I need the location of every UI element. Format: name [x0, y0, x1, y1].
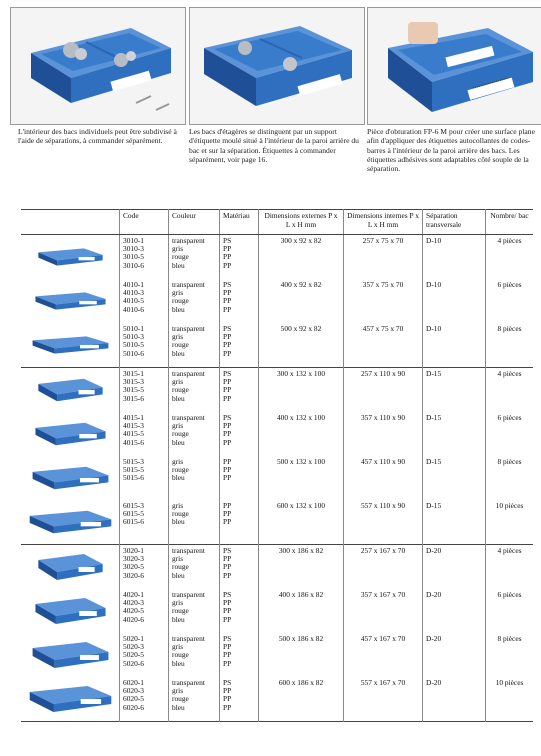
- code-cell: [120, 545, 169, 590]
- bin-thumbnail: [31, 465, 110, 491]
- material-cell: [220, 589, 259, 633]
- code-cell-line: 6015-6: [123, 517, 144, 527]
- material-cell-line: PP: [223, 658, 232, 668]
- color-cell-line: transparent: [172, 413, 205, 422]
- dim-ext-cell: 600 x 186 x 82: [259, 677, 344, 722]
- code-cell-line: 4010-6: [123, 304, 144, 314]
- dim-int-cell: 457 x 167 x 70: [344, 633, 423, 677]
- dim-ext-cell: 400 x 92 x 82: [259, 279, 344, 323]
- material-cell-line: PP: [223, 429, 232, 439]
- bin-thumbnail: [28, 509, 113, 535]
- bin-thumbnail: [34, 596, 107, 626]
- table-row: [21, 323, 533, 368]
- color-cell-line: gris: [172, 457, 184, 466]
- material-cell-line: PP: [223, 614, 232, 624]
- material-cell-line: PP: [223, 686, 232, 696]
- table-row: [21, 368, 533, 413]
- color-cell-line: bleu: [172, 702, 185, 712]
- dim-ext-cell: 400 x 132 x 100: [259, 412, 344, 456]
- header-count: Nombre/ bac: [486, 210, 534, 235]
- code-cell: [120, 589, 169, 633]
- code-cell-line: 4010-1: [123, 280, 144, 289]
- bin-thumbnail-cell: [21, 500, 120, 545]
- code-cell-line: 3010-6: [123, 260, 144, 270]
- material-cell-line: PP: [223, 385, 232, 395]
- table-row: [21, 235, 533, 280]
- color-cell: [169, 412, 220, 456]
- dim-int-cell: 457 x 75 x 70: [344, 323, 423, 368]
- color-cell-line: gris: [172, 686, 184, 696]
- count-cell: 10 pièces: [486, 500, 534, 545]
- count-cell: 6 pièces: [486, 279, 534, 323]
- color-cell-line: rouge: [172, 252, 189, 262]
- color-cell: [169, 677, 220, 722]
- material-cell-line: PP: [223, 340, 232, 350]
- material-cell-line: PP: [223, 304, 232, 314]
- color-cell-line: bleu: [172, 517, 185, 527]
- material-cell-line: PP: [223, 393, 232, 403]
- code-cell-line: 6015-3: [123, 501, 144, 510]
- material-cell-line: PS: [223, 590, 232, 599]
- caption-1: L'intérieur des bacs individuels peut être subdivisé à l'aide de séparations, à commander séparément.: [18, 127, 177, 146]
- bin-photo-1: [11, 8, 185, 124]
- table-header-row: [21, 210, 533, 235]
- separation-cell: D-10: [423, 323, 486, 368]
- dim-int-cell: 357 x 75 x 70: [344, 279, 423, 323]
- code-cell-line: 4010-5: [123, 296, 144, 306]
- dim-ext-cell: 500 x 92 x 82: [259, 323, 344, 368]
- material-cell-line: PP: [223, 421, 232, 431]
- color-cell-line: transparent: [172, 546, 205, 555]
- bin-thumbnail: [34, 291, 107, 311]
- color-cell-line: rouge: [172, 606, 189, 616]
- material-cell: [220, 677, 259, 722]
- dim-int-cell: 457 x 110 x 90: [344, 456, 423, 500]
- color-cell-line: gris: [172, 501, 184, 510]
- code-cell-line: 4020-1: [123, 590, 144, 599]
- color-cell-line: rouge: [172, 509, 189, 519]
- bin-thumbnail-cell: [21, 677, 120, 722]
- bin-thumbnail: [37, 247, 104, 267]
- table-row: [21, 589, 533, 633]
- material-cell-line: PP: [223, 244, 232, 254]
- code-cell-line: 4010-3: [123, 288, 144, 298]
- separation-cell: D-20: [423, 633, 486, 677]
- dim-int-cell: 357 x 167 x 70: [344, 589, 423, 633]
- code-cell: [120, 235, 169, 280]
- color-cell-line: transparent: [172, 369, 205, 378]
- code-cell-line: 3020-1: [123, 546, 144, 555]
- color-cell: [169, 545, 220, 590]
- code-cell: [120, 500, 169, 545]
- dim-int-cell: 557 x 110 x 90: [344, 500, 423, 545]
- dim-ext-cell: 300 x 92 x 82: [259, 235, 344, 280]
- material-cell-line: PP: [223, 473, 232, 483]
- count-cell: 4 pièces: [486, 235, 534, 280]
- color-cell-line: bleu: [172, 393, 185, 403]
- bin-thumbnail: [37, 552, 104, 582]
- separation-cell: D-15: [423, 368, 486, 413]
- dim-ext-cell: 600 x 132 x 100: [259, 500, 344, 545]
- code-cell-line: 5020-5: [123, 650, 144, 660]
- material-cell-line: PP: [223, 501, 232, 510]
- table-row: [21, 545, 533, 590]
- color-cell: [169, 323, 220, 368]
- count-cell: 6 pièces: [486, 589, 534, 633]
- code-cell-line: 5010-1: [123, 324, 144, 333]
- material-cell-line: PP: [223, 348, 232, 358]
- color-cell-line: rouge: [172, 340, 189, 350]
- color-cell-line: rouge: [172, 650, 189, 660]
- code-cell-line: 3010-1: [123, 236, 144, 245]
- header-dim-ext: Dimensions externes P x L x H mm: [259, 210, 344, 235]
- separation-cell: D-15: [423, 456, 486, 500]
- code-cell-line: 5020-3: [123, 642, 144, 652]
- code-cell-line: 5010-6: [123, 348, 144, 358]
- bin-photo-2: [190, 8, 364, 124]
- bin-thumbnail-cell: [21, 412, 120, 456]
- separation-cell: D-20: [423, 589, 486, 633]
- code-cell: [120, 633, 169, 677]
- color-cell-line: bleu: [172, 473, 185, 483]
- code-cell-line: 3015-5: [123, 385, 144, 395]
- material-cell: [220, 500, 259, 545]
- caption-2: Les bacs d'étagères se distinguent par un support d'étiquette moulé situé à l'intérieur de la paroi arrière du bac et sur la séparation. Étiquettes à commander séparément, voir page 16.: [189, 127, 359, 164]
- table-row: [21, 633, 533, 677]
- separation-cell: D-10: [423, 279, 486, 323]
- color-cell-line: bleu: [172, 614, 185, 624]
- color-cell: [169, 589, 220, 633]
- code-cell: [120, 456, 169, 500]
- code-cell-line: 6020-5: [123, 694, 144, 704]
- color-cell-line: rouge: [172, 296, 189, 306]
- dim-ext-cell: 400 x 186 x 82: [259, 589, 344, 633]
- table-row: [21, 677, 533, 722]
- count-cell: 4 pièces: [486, 368, 534, 413]
- color-cell-line: gris: [172, 598, 184, 608]
- material-cell-line: PP: [223, 296, 232, 306]
- header-dim-int: Dimensions internes P x L x H mm: [344, 210, 423, 235]
- material-cell: [220, 633, 259, 677]
- code-cell-line: 6020-3: [123, 686, 144, 696]
- count-cell: 8 pièces: [486, 456, 534, 500]
- code-cell-line: 3010-5: [123, 252, 144, 262]
- color-cell-line: bleu: [172, 348, 185, 358]
- material-cell: [220, 545, 259, 590]
- material-cell-line: PP: [223, 288, 232, 298]
- code-cell-line: 4015-1: [123, 413, 144, 422]
- bin-thumbnail: [31, 335, 110, 355]
- material-cell-line: PS: [223, 236, 232, 245]
- code-cell-line: 3015-6: [123, 393, 144, 403]
- color-cell-line: rouge: [172, 429, 189, 439]
- color-cell: [169, 633, 220, 677]
- material-cell-line: PP: [223, 598, 232, 608]
- material-cell-line: PS: [223, 280, 232, 289]
- bin-thumbnail-cell: [21, 589, 120, 633]
- code-cell-line: 4020-6: [123, 614, 144, 624]
- material-cell-line: PS: [223, 546, 232, 555]
- code-cell-line: 4015-3: [123, 421, 144, 431]
- code-cell-line: 3010-3: [123, 244, 144, 254]
- code-cell: [120, 279, 169, 323]
- code-cell-line: 3015-1: [123, 369, 144, 378]
- code-cell-line: 3020-3: [123, 554, 144, 564]
- count-cell: 4 pièces: [486, 545, 534, 590]
- bin-thumbnail-cell: [21, 235, 120, 280]
- bin-photo-3: [368, 8, 541, 124]
- code-cell: [120, 412, 169, 456]
- code-cell-line: 4020-5: [123, 606, 144, 616]
- material-cell: [220, 456, 259, 500]
- material-cell-line: PS: [223, 413, 232, 422]
- separation-cell: D-10: [423, 235, 486, 280]
- dim-int-cell: 357 x 110 x 90: [344, 412, 423, 456]
- color-cell: [169, 279, 220, 323]
- color-cell-line: bleu: [172, 437, 185, 447]
- bin-thumbnail: [37, 377, 104, 403]
- code-cell-line: 5020-6: [123, 658, 144, 668]
- code-cell-line: 6020-1: [123, 678, 144, 687]
- code-cell-line: 6020-6: [123, 702, 144, 712]
- material-cell-line: PP: [223, 252, 232, 262]
- separation-cell: D-20: [423, 545, 486, 590]
- dim-int-cell: 257 x 75 x 70: [344, 235, 423, 280]
- code-cell-line: 4015-6: [123, 437, 144, 447]
- code-cell-line: 3015-3: [123, 377, 144, 387]
- table-row: [21, 500, 533, 545]
- material-cell: [220, 368, 259, 413]
- color-cell-line: gris: [172, 554, 184, 564]
- dim-ext-cell: 500 x 132 x 100: [259, 456, 344, 500]
- color-cell: [169, 456, 220, 500]
- material-cell-line: PP: [223, 437, 232, 447]
- code-cell-line: 5010-5: [123, 340, 144, 350]
- count-cell: 8 pièces: [486, 633, 534, 677]
- material-cell-line: PP: [223, 642, 232, 652]
- table-row: [21, 279, 533, 323]
- count-cell: 6 pièces: [486, 412, 534, 456]
- color-cell-line: bleu: [172, 304, 185, 314]
- material-cell-line: PP: [223, 702, 232, 712]
- dim-int-cell: 257 x 167 x 70: [344, 545, 423, 590]
- bin-thumbnail: [28, 684, 113, 714]
- code-cell-line: 5015-5: [123, 465, 144, 475]
- color-cell-line: transparent: [172, 280, 205, 289]
- dim-int-cell: 257 x 110 x 90: [344, 368, 423, 413]
- table-row: [21, 412, 533, 456]
- material-cell-line: PS: [223, 369, 232, 378]
- bin-thumbnail-cell: [21, 323, 120, 368]
- color-cell-line: gris: [172, 244, 184, 254]
- count-cell: 10 pièces: [486, 677, 534, 722]
- code-cell-line: 3020-5: [123, 562, 144, 572]
- bin-thumbnail-cell: [21, 545, 120, 590]
- material-cell-line: PP: [223, 260, 232, 270]
- material-cell-line: PP: [223, 570, 232, 580]
- color-cell: [169, 235, 220, 280]
- color-cell-line: gris: [172, 332, 184, 342]
- separation-cell: D-20: [423, 677, 486, 722]
- bin-thumbnail: [34, 421, 107, 447]
- header-material: Matériau: [220, 210, 259, 235]
- dim-ext-cell: 500 x 186 x 82: [259, 633, 344, 677]
- caption-3: Pièce d'obturation FP-6 M pour créer une surface plane afin d'appliquer des étiquettes autocollantes de codes-barres à l'intérieur de la paroi arrière des bacs. Les étiquettes adhésives sont adaptables côté souple de la séparation.: [367, 127, 535, 174]
- code-cell-line: 4015-5: [123, 429, 144, 439]
- color-cell-line: gris: [172, 377, 184, 387]
- bin-thumbnail-cell: [21, 368, 120, 413]
- material-cell-line: PP: [223, 465, 232, 475]
- material-cell-line: PP: [223, 562, 232, 572]
- code-cell-line: 5015-3: [123, 457, 144, 466]
- bin-thumbnail-cell: [21, 633, 120, 677]
- material-cell: [220, 279, 259, 323]
- code-cell: [120, 323, 169, 368]
- color-cell-line: rouge: [172, 562, 189, 572]
- material-cell-line: PP: [223, 377, 232, 387]
- material-cell-line: PP: [223, 694, 232, 704]
- color-cell-line: gris: [172, 642, 184, 652]
- product-spec-table: [21, 209, 533, 722]
- color-cell-line: transparent: [172, 678, 205, 687]
- material-cell-line: PP: [223, 606, 232, 616]
- material-cell-line: PS: [223, 634, 232, 643]
- color-cell-line: gris: [172, 288, 184, 298]
- color-cell-line: transparent: [172, 236, 205, 245]
- material-cell-line: PP: [223, 554, 232, 564]
- color-cell-line: bleu: [172, 570, 185, 580]
- material-cell: [220, 323, 259, 368]
- color-cell-line: rouge: [172, 385, 189, 395]
- material-cell-line: PP: [223, 517, 232, 527]
- material-cell: [220, 235, 259, 280]
- material-cell-line: PP: [223, 332, 232, 342]
- material-cell-line: PP: [223, 650, 232, 660]
- header-color: Couleur: [169, 210, 220, 235]
- photo-bin-with-label: [189, 7, 365, 125]
- color-cell-line: bleu: [172, 658, 185, 668]
- color-cell-line: transparent: [172, 634, 205, 643]
- color-cell-line: rouge: [172, 694, 189, 704]
- material-cell-line: PS: [223, 678, 232, 687]
- color-cell-line: gris: [172, 421, 184, 431]
- photo-bin-with-screws: [10, 7, 186, 125]
- color-cell: [169, 500, 220, 545]
- table-row: [21, 456, 533, 500]
- header-code: Code: [120, 210, 169, 235]
- separation-cell: D-15: [423, 500, 486, 545]
- material-cell-line: PP: [223, 457, 232, 466]
- code-cell-line: 5010-3: [123, 332, 144, 342]
- color-cell: [169, 368, 220, 413]
- code-cell: [120, 368, 169, 413]
- material-cell-line: PP: [223, 509, 232, 519]
- code-cell-line: 5015-6: [123, 473, 144, 483]
- color-cell-line: transparent: [172, 324, 205, 333]
- color-cell-line: bleu: [172, 260, 185, 270]
- header-separation: Séparation transversale: [423, 210, 486, 235]
- bin-thumbnail-cell: [21, 279, 120, 323]
- color-cell-line: rouge: [172, 465, 189, 475]
- dim-ext-cell: 300 x 132 x 100: [259, 368, 344, 413]
- separation-cell: D-15: [423, 412, 486, 456]
- color-cell-line: transparent: [172, 590, 205, 599]
- code-cell-line: 6015-5: [123, 509, 144, 519]
- code-cell-line: 5020-1: [123, 634, 144, 643]
- bin-thumbnail: [31, 640, 110, 670]
- code-cell-line: 4020-3: [123, 598, 144, 608]
- header-image: [21, 210, 120, 235]
- code-cell: [120, 677, 169, 722]
- bin-thumbnail-cell: [21, 456, 120, 500]
- material-cell-line: PS: [223, 324, 232, 333]
- code-cell-line: 3020-6: [123, 570, 144, 580]
- dim-int-cell: 557 x 167 x 70: [344, 677, 423, 722]
- dim-ext-cell: 300 x 186 x 82: [259, 545, 344, 590]
- material-cell: [220, 412, 259, 456]
- photo-label-insert: [367, 7, 541, 125]
- count-cell: 8 pièces: [486, 323, 534, 368]
